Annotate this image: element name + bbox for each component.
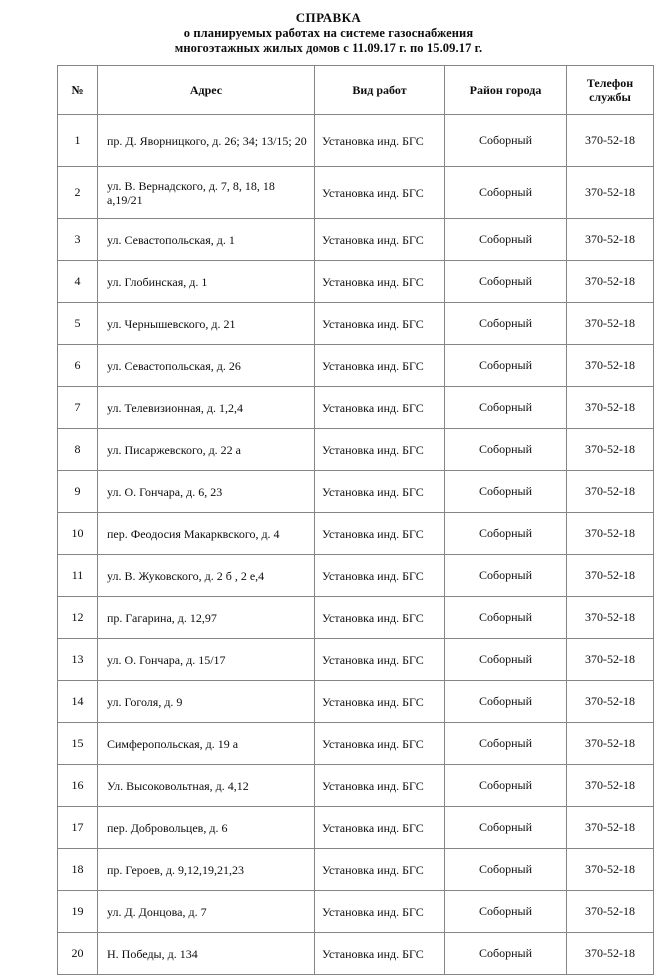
cell-address: пер. Добровольцев, д. 6 [98,807,315,849]
cell-work-type: Установка инд. БГС [315,723,445,765]
cell-address: пр. Гагарина, д. 12,97 [98,597,315,639]
cell-phone: 370-52-18 [567,115,654,167]
report-table-wrapper [57,65,653,975]
cell-phone: 370-52-18 [567,513,654,555]
cell-number: 19 [58,891,98,933]
cell-district: Соборный [445,765,567,807]
cell-address: ул. Писаржевского, д. 22 а [98,429,315,471]
table-row [58,639,654,681]
cell-work-type: Установка инд. БГС [315,219,445,261]
cell-work-type: Установка инд. БГС [315,303,445,345]
table-row [58,891,654,933]
table-row [58,597,654,639]
cell-phone: 370-52-18 [567,555,654,597]
cell-phone: 370-52-18 [567,345,654,387]
cell-number: 7 [58,387,98,429]
table-row [58,849,654,891]
cell-district: Соборный [445,933,567,975]
column-header-work-type: Вид работ [315,66,445,115]
cell-address: ул. О. Гончара, д. 6, 23 [98,471,315,513]
cell-address: ул. Севастопольская, д. 1 [98,219,315,261]
document-title-block [0,0,657,56]
document-subtitle-line-1: о планируемых работах на системе газоснабжения [183,26,474,40]
table-header-row [58,66,654,115]
cell-work-type: Установка инд. БГС [315,471,445,513]
table-row [58,261,654,303]
cell-work-type: Установка инд. БГС [315,639,445,681]
cell-district: Соборный [445,387,567,429]
table-row [58,471,654,513]
cell-phone: 370-52-18 [567,219,654,261]
table-row [58,513,654,555]
cell-district: Соборный [445,807,567,849]
cell-phone: 370-52-18 [567,891,654,933]
cell-district: Соборный [445,115,567,167]
cell-number: 20 [58,933,98,975]
cell-work-type: Установка инд. БГС [315,765,445,807]
cell-number: 5 [58,303,98,345]
cell-district: Соборный [445,261,567,303]
cell-number: 4 [58,261,98,303]
cell-district: Соборный [445,429,567,471]
cell-district: Соборный [445,681,567,723]
cell-address: ул. Севастопольская, д. 26 [98,345,315,387]
cell-address: пр. Д. Яворницкого, д. 26; 34; 13/15; 20 [98,115,315,167]
cell-work-type: Установка инд. БГС [315,681,445,723]
cell-address: пер. Феодосия Макарквского, д. 4 [98,513,315,555]
cell-number: 9 [58,471,98,513]
cell-work-type: Установка инд. БГС [315,115,445,167]
column-header-phone: Телефон службы [567,66,654,115]
table-row [58,681,654,723]
cell-work-type: Установка инд. БГС [315,849,445,891]
cell-address: Ул. Высоковольтная, д. 4,12 [98,765,315,807]
cell-number: 8 [58,429,98,471]
table-row [58,555,654,597]
table-row [58,933,654,975]
cell-address: Н. Победы, д. 134 [98,933,315,975]
cell-work-type: Установка инд. БГС [315,597,445,639]
cell-address: ул. Чернышевского, д. 21 [98,303,315,345]
table-row [58,387,654,429]
cell-number: 15 [58,723,98,765]
cell-district: Соборный [445,891,567,933]
cell-number: 13 [58,639,98,681]
cell-district: Соборный [445,723,567,765]
column-header-district: Район города [445,66,567,115]
cell-phone: 370-52-18 [567,723,654,765]
cell-address: ул. В. Жуковского, д. 2 б , 2 е,4 [98,555,315,597]
cell-work-type: Установка инд. БГС [315,167,445,219]
cell-number: 17 [58,807,98,849]
cell-work-type: Установка инд. БГС [315,807,445,849]
cell-address: ул. Телевизионная, д. 1,2,4 [98,387,315,429]
cell-work-type: Установка инд. БГС [315,891,445,933]
column-header-number: № [58,66,98,115]
cell-work-type: Установка инд. БГС [315,345,445,387]
cell-district: Соборный [445,471,567,513]
cell-address: ул. Гоголя, д. 9 [98,681,315,723]
cell-phone: 370-52-18 [567,167,654,219]
cell-number: 6 [58,345,98,387]
cell-number: 16 [58,765,98,807]
table-row [58,765,654,807]
cell-district: Соборный [445,639,567,681]
cell-number: 18 [58,849,98,891]
table-row [58,219,654,261]
cell-phone: 370-52-18 [567,807,654,849]
cell-address: ул. О. Гончара, д. 15/17 [98,639,315,681]
table-row [58,303,654,345]
table-body [58,115,654,975]
cell-phone: 370-52-18 [567,639,654,681]
cell-district: Соборный [445,513,567,555]
cell-number: 1 [58,115,98,167]
table-header [58,66,654,115]
cell-district: Соборный [445,303,567,345]
cell-phone: 370-52-18 [567,681,654,723]
table-row [58,807,654,849]
cell-phone: 370-52-18 [567,387,654,429]
cell-phone: 370-52-18 [567,765,654,807]
cell-number: 11 [58,555,98,597]
cell-district: Соборный [445,849,567,891]
cell-district: Соборный [445,167,567,219]
cell-work-type: Установка инд. БГС [315,429,445,471]
cell-work-type: Установка инд. БГС [315,555,445,597]
table-row [58,429,654,471]
document-subtitle-line-2: многоэтажных жилых домов с 11.09.17 г. по 15.09.17 г. [174,41,483,55]
cell-number: 2 [58,167,98,219]
cell-phone: 370-52-18 [567,849,654,891]
cell-address: ул. В. Вернадского, д. 7, 8, 18, 18 а,19/21 [98,167,315,219]
cell-phone: 370-52-18 [567,597,654,639]
cell-address: Симферопольская, д. 19 а [98,723,315,765]
cell-work-type: Установка инд. БГС [315,933,445,975]
cell-phone: 370-52-18 [567,261,654,303]
page-title: СПРАВКА [295,10,362,25]
table-row [58,115,654,167]
cell-district: Соборный [445,219,567,261]
table-row [58,723,654,765]
cell-phone: 370-52-18 [567,303,654,345]
cell-phone: 370-52-18 [567,933,654,975]
cell-number: 3 [58,219,98,261]
cell-address: пр. Героев, д. 9,12,19,21,23 [98,849,315,891]
cell-phone: 370-52-18 [567,471,654,513]
cell-number: 12 [58,597,98,639]
cell-district: Соборный [445,597,567,639]
cell-address: ул. Глобинская, д. 1 [98,261,315,303]
cell-work-type: Установка инд. БГС [315,387,445,429]
table-row [58,167,654,219]
cell-district: Соборный [445,345,567,387]
report-table [57,65,654,975]
cell-phone: 370-52-18 [567,429,654,471]
cell-work-type: Установка инд. БГС [315,261,445,303]
cell-number: 10 [58,513,98,555]
cell-number: 14 [58,681,98,723]
cell-work-type: Установка инд. БГС [315,513,445,555]
cell-district: Соборный [445,555,567,597]
column-header-address: Адрес [98,66,315,115]
table-row [58,345,654,387]
cell-address: ул. Д. Донцова, д. 7 [98,891,315,933]
